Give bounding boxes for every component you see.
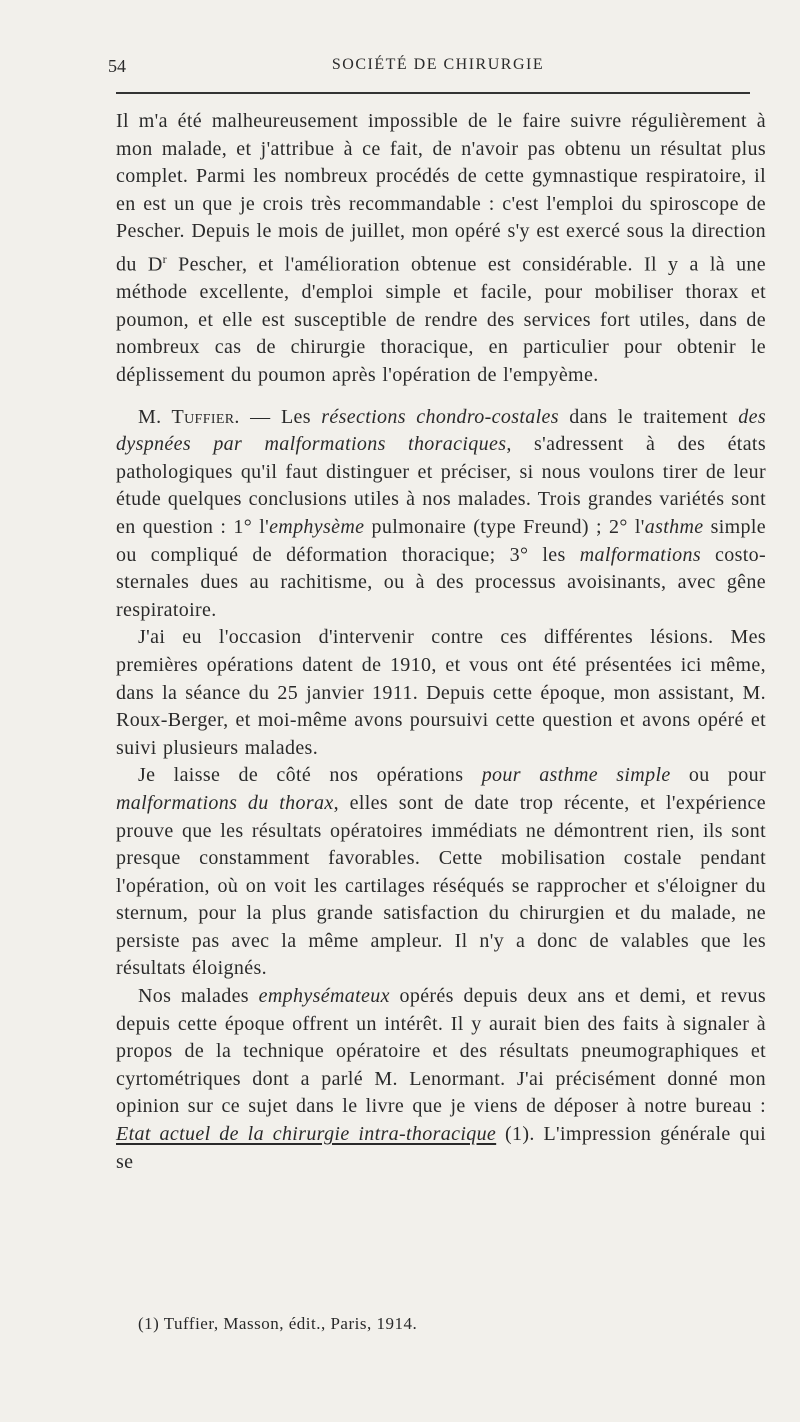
speaker-name: M. Tuffier. — [138, 405, 240, 428]
p2-italic-3: emphysème — [269, 515, 365, 538]
header-rule — [116, 92, 750, 94]
p4-text-a: Je laisse de côté nos opérations — [138, 764, 482, 787]
book-title: Etat actuel de la chirurgie intra-thoracique — [116, 1123, 497, 1146]
running-title: SOCIÉTÉ DE CHIRURGIE — [331, 56, 545, 73]
p5-text-b: opérés depuis deux ans et demi, et revus depuis cette époque offrent un intérêt. Il y aurait bien des faits à signaler à propos de la technique opératoire et des résultats pneumographiques et cyrtométriques dont a parlé M. Lenormant. J'ai précisément donné mon opinion sur ce sujet dans le livre que je viens de déposer à notre bureau : — [116, 985, 766, 1118]
p2-text-c: , s'adressent à des états pathologiques qu'il faut distinguer et préciser, si nous voulons tirer de leur étude quelques conclusions utiles à nos malades. Trois grandes variétés sont en question : 1° l' — [116, 433, 766, 538]
p4-text-c: , elles sont de date trop récente, et l'expérience prouve que les résultats opératoires immédiats ne démontrent rien, ils sont presque constamment favorables. Cette mobilisation costale pendant l'opération, où on voit les cartilages réséqués se rapprocher et s'éloigner du sternum, pour la plus grande satisfaction du chirurgien et du malade, ne persiste pas avec la même ampleur. Il n'y a donc de valables que les résultats éloignés. — [116, 791, 766, 980]
page-header — [108, 46, 768, 82]
body-text — [116, 108, 766, 1176]
p2-italic-4: asthme — [644, 515, 704, 538]
p4-italic-2: malformations du thorax — [116, 791, 334, 814]
paragraph-2 — [116, 404, 766, 625]
page-number: 54 — [108, 56, 126, 76]
p1-text: Il m'a été malheureusement impossible de le faire suivre régulièrement à mon malade, et j'attribue à ce fait, de n'avoir pas obtenu un résultat plus complet. Parmi les nombreux procédés de cette gymnastique respiratoire, il en est un que je crois très recommandable : c'est l'emploi du spiroscope de Pescher. Depuis le mois de juillet, mon opéré s'y est exercé sous la direction du D — [116, 110, 766, 276]
p2-text-d: pulmonaire (type Freund) ; 2° l' — [364, 515, 645, 538]
p5-text-c: (1). L'impression générale qui se — [116, 1123, 767, 1173]
p4-text-b: ou pour — [670, 764, 766, 787]
p2-text-b: dans le traitement — [558, 405, 739, 428]
paragraph-4 — [116, 762, 766, 983]
p2-text-f: costo-sternales dues au rachitisme, ou à des processus avoisinants, avec gêne respiratoire. — [116, 543, 767, 621]
p2-text-a: — Les — [239, 405, 322, 428]
p2-italic-1: résections chondro-costales — [321, 405, 559, 428]
paragraph-5 — [116, 983, 766, 1176]
p2-italic-5: malformations — [579, 543, 701, 566]
p5-italic-1: emphysémateux — [258, 985, 390, 1008]
paragraph-1 — [116, 108, 766, 390]
p1-text-end: Pescher, et l'amélioration obtenue est considérable. Il y a là une méthode excellente, d'emploi simple et facile, pour mobiliser thorax et poumon, et elle est susceptible de rendre des services fort utiles, dans de nombreux cas de chirurgie thoracique, en particulier pour obtenir le déplissement du poumon après l'opération de l'empyème. — [116, 253, 767, 386]
p1-superscript: r — [162, 251, 167, 266]
footnote: (1) Tuffier, Masson, édit., Paris, 1914. — [138, 1314, 418, 1333]
p2-italic-2: des dyspnées par malformations thoraciques — [116, 405, 766, 456]
p4-italic-1: pour asthme simple — [481, 764, 671, 787]
p5-text-a: Nos malades — [138, 985, 259, 1008]
p2-text-e: simple ou compliqué de déformation thoracique; 3° les — [116, 515, 767, 566]
paragraph-3: J'ai eu l'occasion d'intervenir contre ces différentes lésions. Mes premières opérations datent de 1910, et vous ont été présentées ici même, dans la séance du 25 janvier 1911. Depuis cette époque, mon assistant, M. Roux-Berger, et moi-même avons poursuivi cette question et avons opéré et suivi plusieurs malades. — [116, 626, 766, 759]
